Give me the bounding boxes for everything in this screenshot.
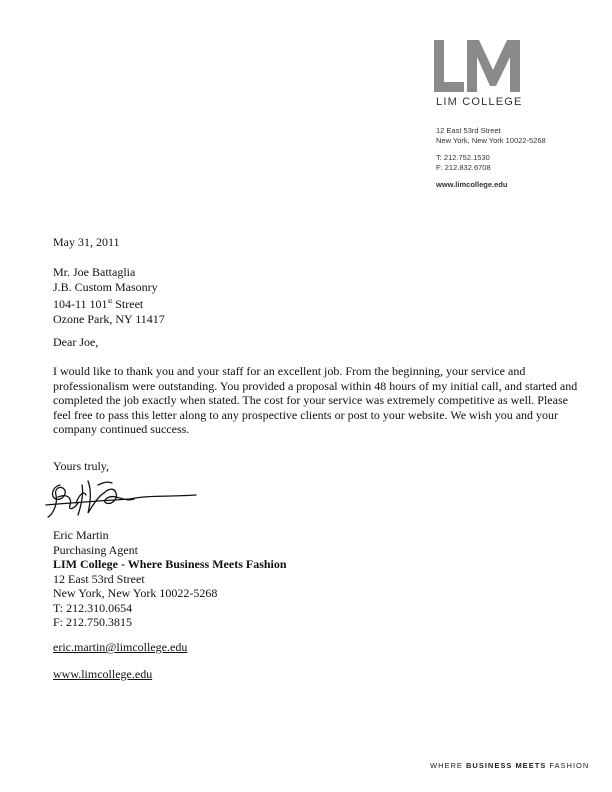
recipient-company: J.B. Custom Masonry [53,279,158,294]
signer-title: Purchasing Agent [53,542,138,557]
tagline-business: BUSINESS [466,761,513,770]
tagline-meets: MEETS [515,761,547,770]
recipient-block [53,265,165,326]
recipient-street-number: 104-11 101 [53,297,108,311]
recipient-city: Ozone Park, NY 11417 [53,311,165,326]
letterhead-address-line2: New York, New York 10022-5268 [436,136,546,145]
recipient-street [53,294,165,312]
signer-address-line1: 12 East 53rd Street [53,571,145,586]
signer-fax: F: 212.750.3815 [53,615,133,629]
letterhead-contact [436,153,491,173]
letterhead-college-name: LIM COLLEGE [436,96,523,108]
signer-name: Eric Martin [53,528,109,542]
recipient-street-name: Street [112,297,144,311]
signer-phone: T: 212.310.0654 [53,600,133,615]
letterhead-website: www.limcollege.edu [436,180,508,189]
tagline-part1: WHERE [430,761,466,770]
signer-address-line2: New York, New York 10022-5268 [53,586,218,600]
signer-email-link[interactable]: eric.martin@limcollege.edu [53,640,188,654]
letterhead-address [436,126,546,146]
tagline-part3: FASHION [546,761,590,770]
letterhead-address-line1: 12 East 53rd Street [436,126,501,135]
letter-closing: Yours truly, [53,459,110,473]
recipient-name: Mr. Joe Battaglia [53,265,136,279]
letterhead-phone: T: 212.752.1530 [436,153,490,162]
letter-greeting: Dear Joe, [53,335,99,349]
signer-organization: LIM College - Where Business Meets Fashion [53,557,287,571]
letterhead-fax: F: 212.832.6708 [436,163,491,172]
letter-date: May 31, 2011 [53,235,120,249]
letter-body: I would like to thank you and your staff for an excellent job. From the beginning, your service and professionalism were outstanding. You provided a proposal within 48 hours of my initial call, and started and completed the job exactly when stated. The cost for your service was extremely competitive as well. Please feel free to pass this letter along to any prospective clients or post to your website. We wish you and your company continued success. [53,364,578,436]
signer-block [53,528,287,630]
footer-tagline [430,761,589,770]
lim-college-logo [434,40,520,92]
recipient-street-ordinal: st [107,297,113,305]
signer-website-link[interactable]: www.limcollege.edu [53,667,153,681]
handwritten-signature [38,475,208,521]
